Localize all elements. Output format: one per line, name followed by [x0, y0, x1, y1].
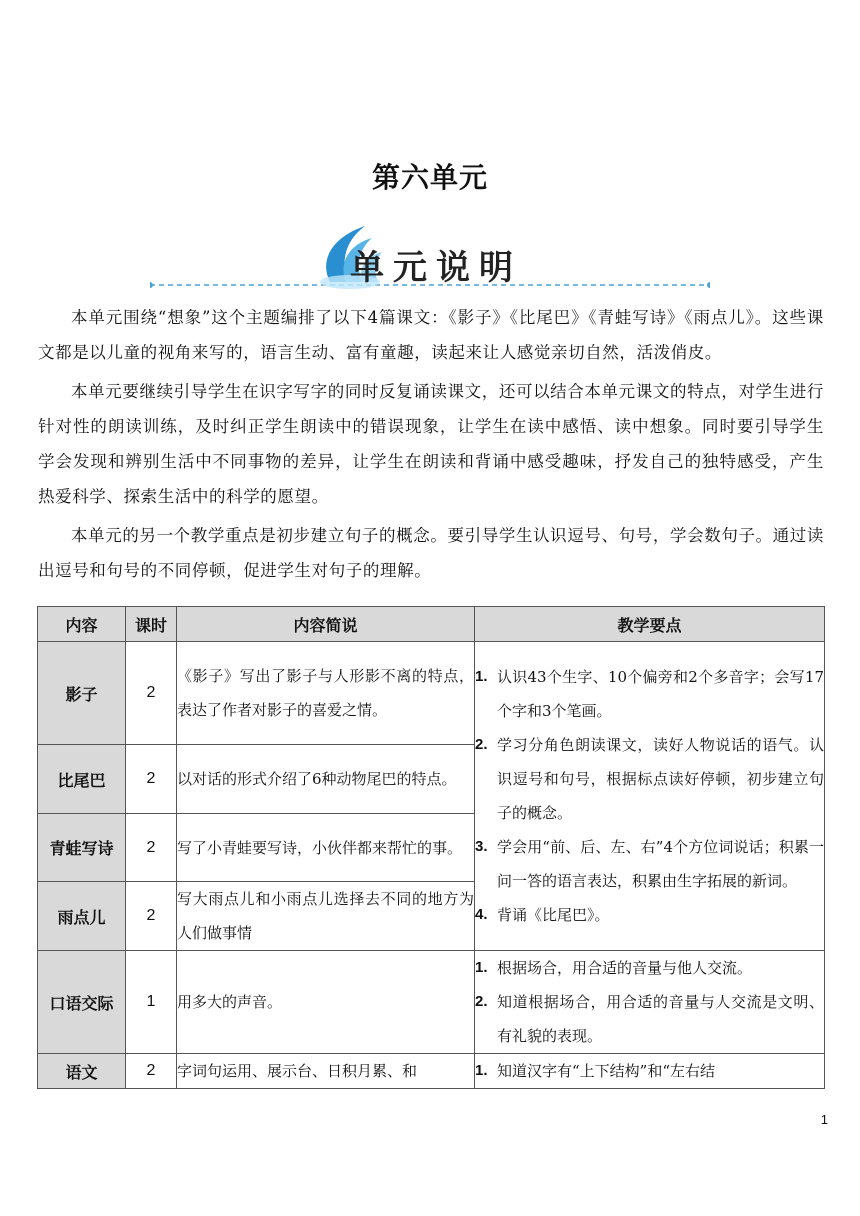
header-content: 内容: [38, 607, 126, 642]
intro-paragraph: 本单元的另一个教学重点是初步建立句子的概念。要引导学生认识逗号、句号，学会数句子。通过读出逗号和句号的不同停顿，促进学生对句子的理解。: [38, 526, 824, 580]
lesson-name: 青蛙写诗: [38, 814, 126, 882]
lesson-name: 雨点儿: [38, 882, 126, 951]
list-item: 1. 知道汉字有“上下结构”和“左右结: [475, 1062, 716, 1080]
lesson-hours: 2: [126, 642, 177, 745]
intro-paragraph: 本单元要继续引导学生在识字写字的同时反复诵读课文，还可以结合本单元课文的特点，对学生进行针对性的朗读训练，及时纠正学生朗读中的错误现象，让学生在读中感悟、读中想象。同时要引导学生学会发现和辨别生活中不同事物的差异，让学生在朗读和背诵中感受趣味，抒发自己的独特感受，产生热爱科学、探索生活中的科学的愿望。: [38, 382, 824, 506]
lesson-summary: 字词句运用、展示台、日积月累、和: [177, 1054, 475, 1089]
list-item: 1. 认识43个生字、10个偏旁和2个多音字；会写17个字和3个笔画。: [475, 668, 824, 720]
lesson-summary: 写大雨点儿和小雨点儿选择去不同的地方为人们做事情: [177, 882, 475, 951]
lesson-name: 影子: [38, 642, 126, 745]
header-summary: 内容简说: [177, 607, 475, 642]
list-item: 2. 学习分角色朗读课文，读好人物说话的语气。认识逗号和句号，根据标点读好停顿，初步建立句子的概念。: [475, 736, 824, 822]
lesson-name: 口语交际: [38, 951, 126, 1054]
page-number: 1: [820, 1112, 828, 1127]
key-points-list: [475, 951, 824, 1053]
key-points-cell: [475, 951, 825, 1054]
lesson-hours: 1: [126, 951, 177, 1054]
intro-section: [38, 300, 824, 592]
lesson-summary: 用多大的声音。: [177, 951, 475, 1054]
lesson-name: 比尾巴: [38, 745, 126, 814]
table-row: [38, 642, 825, 745]
lesson-hours: 2: [126, 1054, 177, 1089]
header-key-points: 教学要点: [475, 607, 825, 642]
list-item: 4. 背诵《比尾巴》。: [475, 906, 610, 924]
banner-title: 单元说明: [350, 248, 522, 288]
list-item: 2. 知道根据场合，用合适的音量与人交流是文明、有礼貌的表现。: [475, 993, 824, 1045]
key-points-cell: [475, 1054, 825, 1089]
lesson-name: 语文: [38, 1054, 126, 1089]
list-item: 1. 根据场合，用合适的音量与他人交流。: [475, 959, 753, 977]
table-header-row: [38, 607, 825, 642]
unit-table: [37, 606, 825, 1089]
page-title: 第六单元: [371, 161, 488, 194]
table-row: [38, 1054, 825, 1089]
key-points-list: [475, 660, 824, 932]
lesson-hours: 2: [126, 882, 177, 951]
key-points-list: [475, 1054, 824, 1088]
lesson-summary: 写了小青蛙要写诗，小伙伴都来帮忙的事。: [177, 814, 475, 882]
lesson-summary: 以对话的形式介绍了6种动物尾巴的特点。: [177, 745, 475, 814]
unit-description-banner: [150, 218, 710, 298]
lesson-hours: 2: [126, 814, 177, 882]
table-row: [38, 951, 825, 1054]
intro-paragraph: 本单元围绕“想象”这个主题编排了以下4篇课文：《影子》《比尾巴》《青蛙写诗》《雨点儿》。这些课文都是以儿童的视角来写的，语言生动、富有童趣，读起来让人感觉亲切自然，活泼俏皮。: [38, 308, 824, 362]
list-item: 3. 学会用“前、后、左、右”4个方位词说话；积累一问一答的语言表达，积累由生字拓展的新词。: [475, 838, 824, 890]
key-points-cell: [475, 642, 825, 951]
header-hours: 课时: [126, 607, 177, 642]
lesson-summary: 《影子》写出了影子与人形影不离的特点，表达了作者对影子的喜爱之情。: [177, 642, 475, 745]
lesson-hours: 2: [126, 745, 177, 814]
